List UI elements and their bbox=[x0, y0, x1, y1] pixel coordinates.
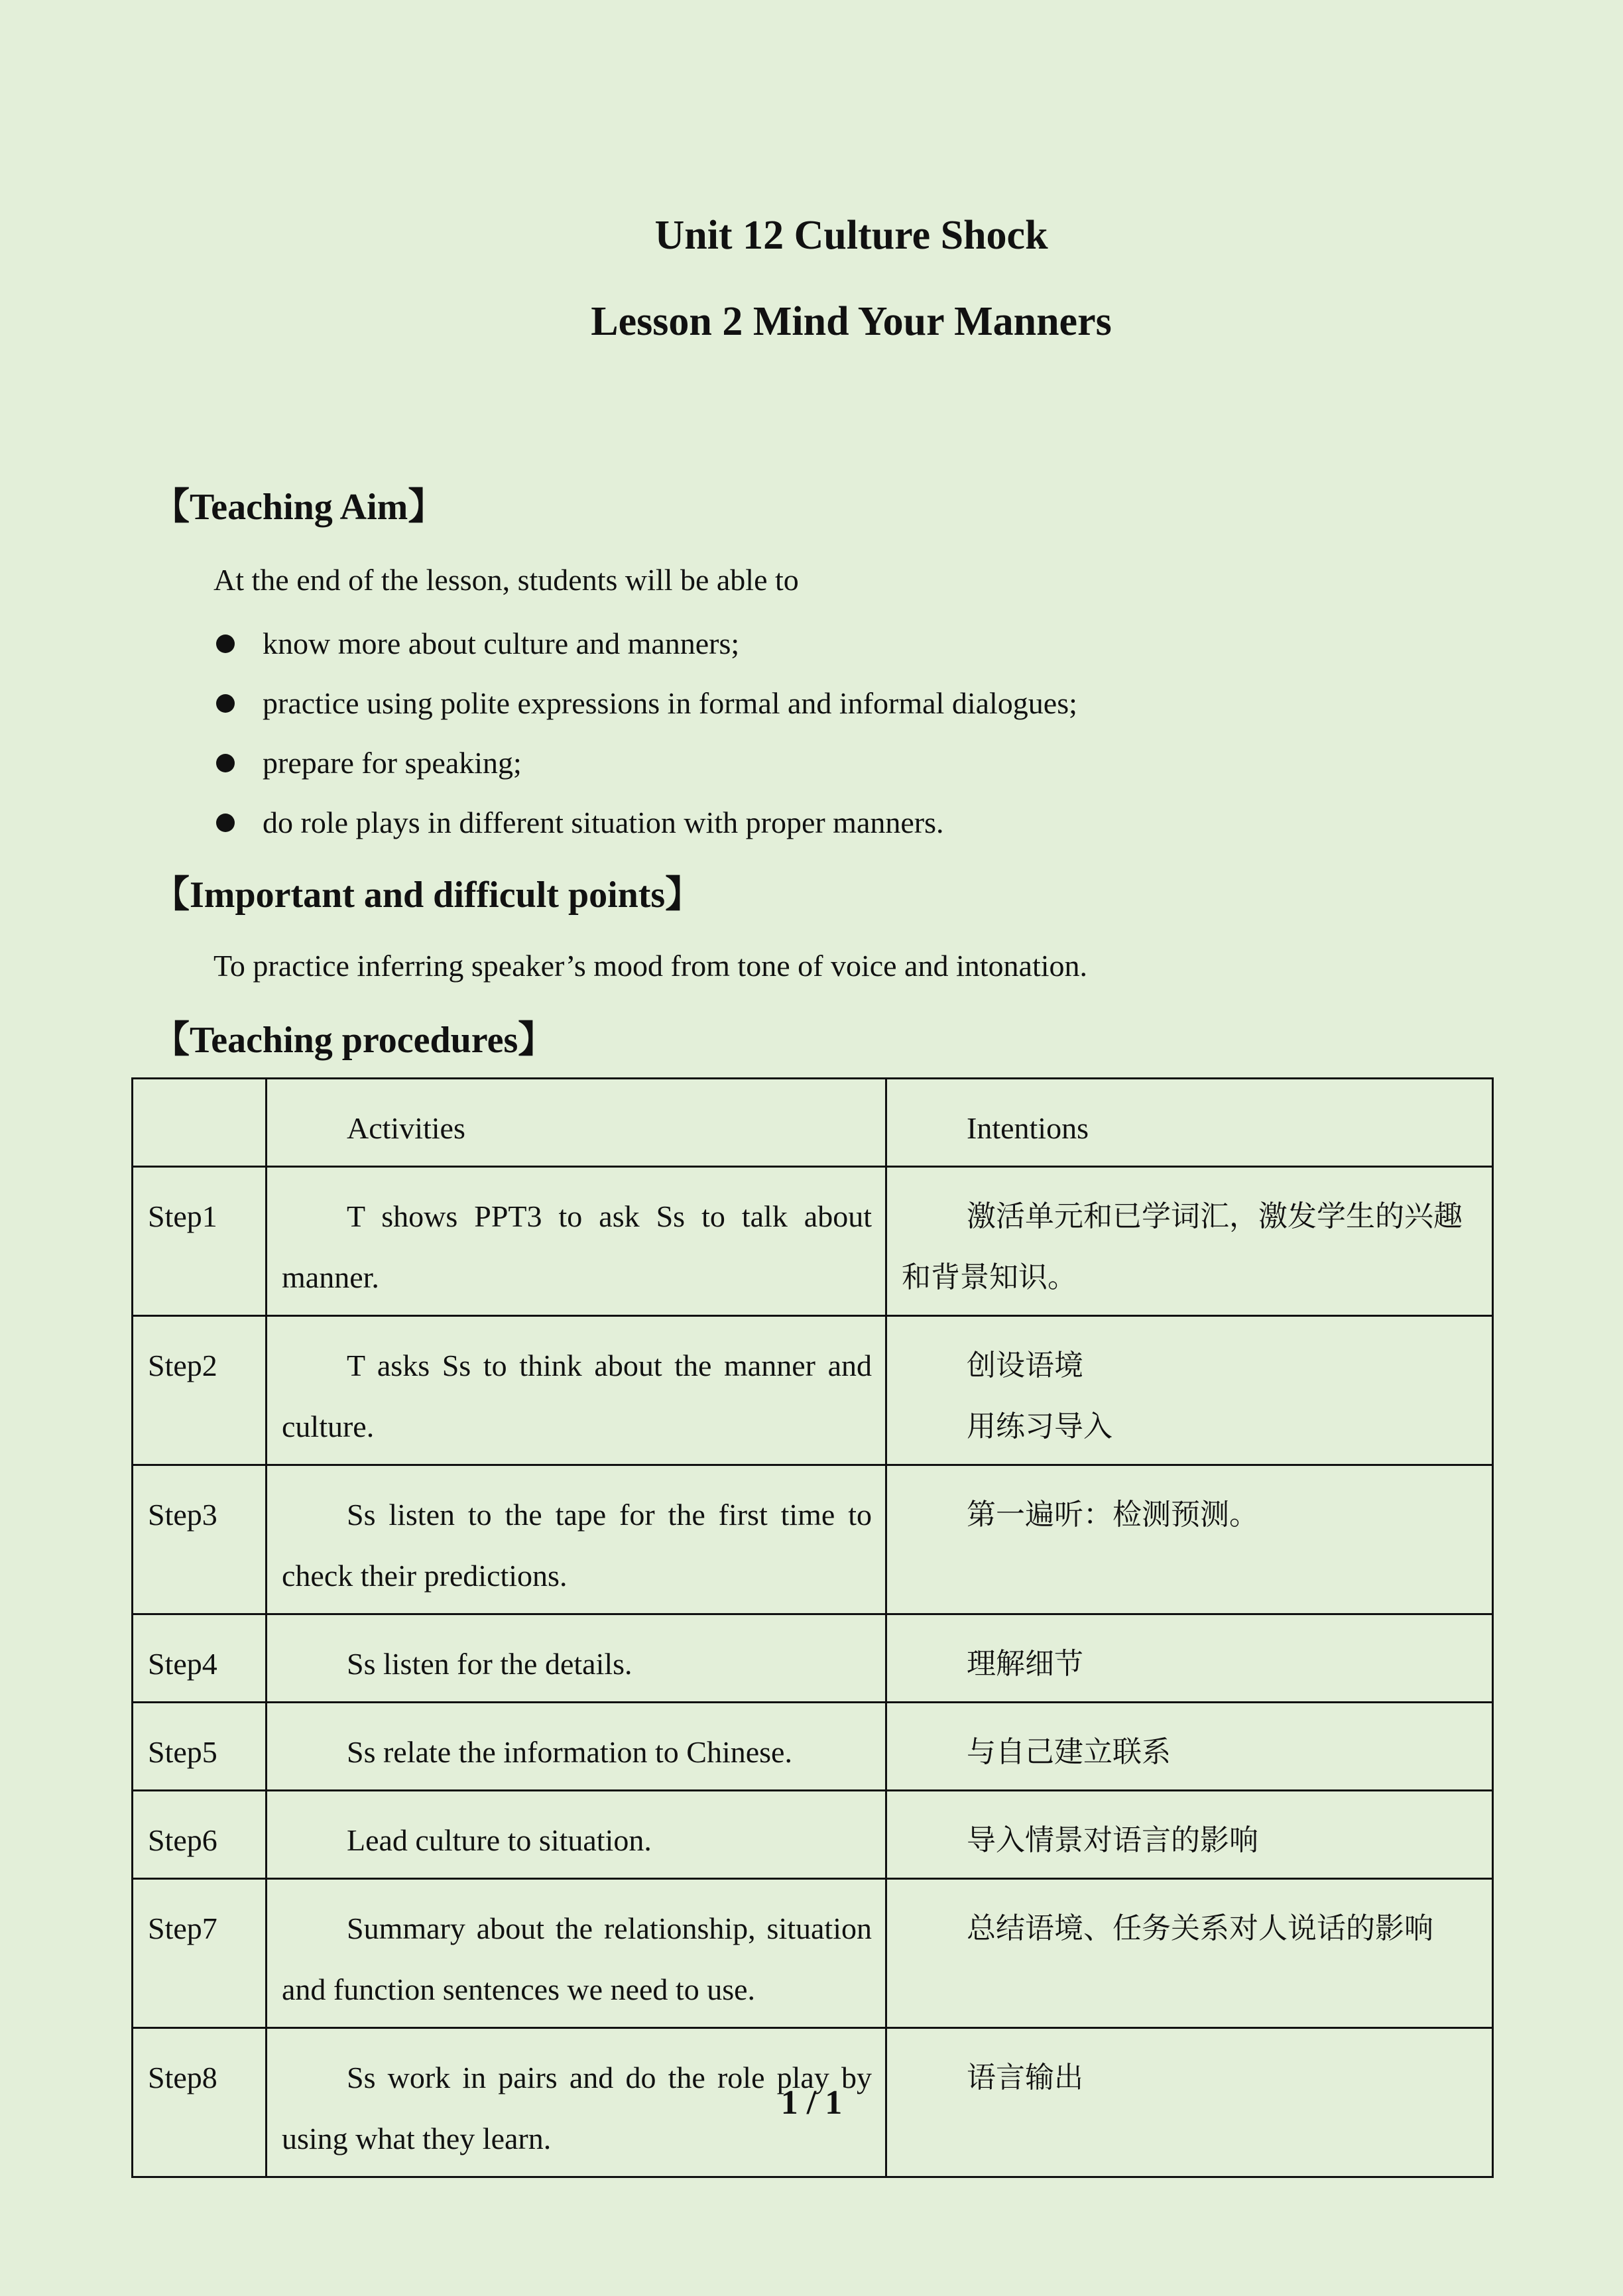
step-cell: Step2 bbox=[133, 1316, 267, 1465]
bullet-icon bbox=[216, 694, 235, 713]
table-row bbox=[133, 1465, 1493, 1614]
bullet-icon bbox=[216, 754, 235, 772]
column-header bbox=[133, 1079, 267, 1167]
table-row bbox=[133, 1316, 1493, 1465]
intention-cell: 与自己建立联系 bbox=[886, 1703, 1493, 1791]
activity-cell: Summary about the relationship, situation and function sentences we need to use. bbox=[267, 1879, 886, 2028]
procedures-table bbox=[131, 1077, 1494, 2178]
column-header: Activities bbox=[267, 1079, 886, 1167]
table-row bbox=[133, 1167, 1493, 1316]
activity-cell: T shows PPT3 to ask Ss to talk about manner. bbox=[267, 1167, 886, 1316]
step-cell: Step7 bbox=[133, 1879, 267, 2028]
table-header-row bbox=[133, 1079, 1493, 1167]
column-header: Intentions bbox=[886, 1079, 1493, 1167]
intention-cell: 导入情景对语言的影响 bbox=[886, 1791, 1493, 1879]
important-points-text: To practice inferring speaker’s mood from tone of voice and intonation. bbox=[213, 949, 1088, 983]
teaching-aim-intro: At the end of the lesson, students will be able to bbox=[213, 563, 799, 597]
activity-cell: Ss relate the information to Chinese. bbox=[267, 1703, 886, 1791]
document-subtitle: Lesson 2 Mind Your Manners bbox=[591, 299, 1112, 344]
list-item: do role plays in different situation with proper manners. bbox=[213, 806, 1077, 865]
activity-cell: T asks Ss to think about the manner and culture. bbox=[267, 1316, 886, 1465]
table-row bbox=[133, 1614, 1493, 1703]
intention-cell: 理解细节 bbox=[886, 1614, 1493, 1703]
activity-cell: Ss listen for the details. bbox=[267, 1614, 886, 1703]
bullet-icon bbox=[216, 634, 235, 653]
teaching-aim-list bbox=[213, 627, 1077, 865]
intention-cell: 总结语境、任务关系对人说话的影响 bbox=[886, 1879, 1493, 2028]
procedures-heading: 【Teaching procedures】 bbox=[152, 1020, 556, 1061]
list-item: practice using polite expressions in formal and informal dialogues; bbox=[213, 686, 1077, 746]
activity-cell: Lead culture to situation. bbox=[267, 1791, 886, 1879]
step-cell: Step1 bbox=[133, 1167, 267, 1316]
step-cell: Step6 bbox=[133, 1791, 267, 1879]
intention-cell: 创设语境 用练习导入 bbox=[886, 1316, 1493, 1465]
important-points-heading: 【Important and difficult points】 bbox=[152, 875, 703, 916]
table-row bbox=[133, 1879, 1493, 2028]
step-cell: Step5 bbox=[133, 1703, 267, 1791]
list-item: know more about culture and manners; bbox=[213, 627, 1077, 686]
table-row bbox=[133, 1703, 1493, 1791]
intention-cell: 语言输出 bbox=[886, 2028, 1493, 2177]
activity-cell: Ss work in pairs and do the role play by using what they learn. bbox=[267, 2028, 886, 2177]
teaching-aim-heading: 【Teaching Aim】 bbox=[152, 487, 446, 528]
intention-cell: 激活单元和已学词汇，激发学生的兴趣和背景知识。 bbox=[886, 1167, 1493, 1316]
step-cell: Step3 bbox=[133, 1465, 267, 1614]
table-row bbox=[133, 1791, 1493, 1879]
step-cell: Step8 bbox=[133, 2028, 267, 2177]
page-number: 1 / 1 bbox=[780, 2084, 843, 2122]
document-title: Unit 12 Culture Shock bbox=[654, 213, 1048, 258]
bullet-icon bbox=[216, 814, 235, 832]
intention-cell: 第一遍听：检测预测。 bbox=[886, 1465, 1493, 1614]
activity-cell: Ss listen to the tape for the first time to check their predictions. bbox=[267, 1465, 886, 1614]
step-cell: Step4 bbox=[133, 1614, 267, 1703]
list-item: prepare for speaking; bbox=[213, 746, 1077, 806]
